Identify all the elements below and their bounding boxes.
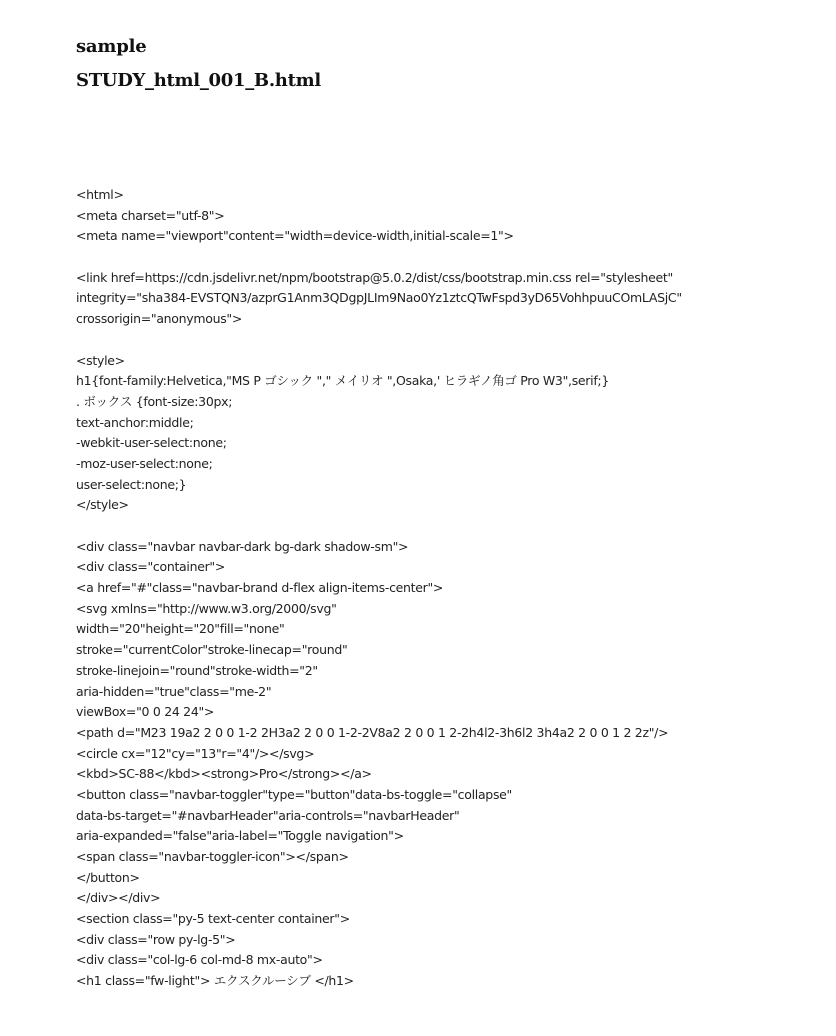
code-listing <box>76 185 796 992</box>
document-header <box>76 36 796 92</box>
code-line: <link href=https://cdn.jsdelivr.net/npm/bootstrap@5.0.2/dist/css/bootstrap.min.css rel="stylesheet" <box>76 269 673 285</box>
blank-line <box>76 516 796 537</box>
code-line: integrity="sha384-EVSTQN3/azprG1Anm3QDgpJLIm9Nao0Yz1ztcQTwFspd3yD65VohhpuuCOmLASjC" <box>76 290 682 306</box>
blank-line <box>76 247 796 268</box>
code-line: <span class="navbar-toggler-icon"></span> <box>76 849 349 864</box>
document-filename: STUDY_html_001_B.html <box>76 70 321 91</box>
code-line: <path d="M23 19a2 2 0 0 1-2 2H3a2 2 0 0 1-2-2V8a2 2 0 0 1 2-2h4l2-3h6l2 3h4a2 2 0 0 1 2 2z"/> <box>76 724 669 740</box>
code-line: width="20"height="20"fill="none" <box>76 621 285 637</box>
code-line: user-select:none;} <box>76 476 187 492</box>
code-line: <button class="navbar-toggler"type="button"data-bs-toggle="collapse" <box>76 786 512 802</box>
code-line: <div class="row py-lg-5"> <box>76 931 236 947</box>
code-line: <html> <box>76 187 124 202</box>
code-line: -moz-user-select:none; <box>76 455 213 471</box>
code-line: <div class="col-lg-6 col-md-8 mx-auto"> <box>76 952 323 968</box>
code-line: <meta name="viewport"content="width=device-width,initial-scale=1"> <box>76 228 514 244</box>
code-line: . ボックス {font-size:30px; <box>76 393 233 409</box>
code-line: </style> <box>76 497 129 513</box>
code-line: <style> <box>76 352 125 368</box>
code-line: <a href="#"class="navbar-brand d-flex align-items-center"> <box>76 580 444 596</box>
code-line: <meta charset="utf-8"> <box>76 207 225 223</box>
code-line: -webkit-user-select:none; <box>76 435 227 451</box>
code-line: crossorigin="anonymous"> <box>76 311 243 327</box>
code-line: </button> <box>76 869 140 885</box>
code-line: <section class="py-5 text-center container"> <box>76 911 350 927</box>
blank-line <box>76 330 796 351</box>
code-line: <h1 class="fw-light"> エクスクルーシブ </h1> <box>76 973 354 989</box>
code-line: </div></div> <box>76 890 161 906</box>
code-line: <div class="container"> <box>76 559 226 575</box>
code-line: <circle cx="12"cy="13"r="4"/></svg> <box>76 745 315 761</box>
code-line: viewBox="0 0 24 24"> <box>76 704 215 720</box>
code-line: data-bs-target="#navbarHeader"aria-controls="navbarHeader" <box>76 807 460 823</box>
code-line: aria-expanded="false"aria-label="Toggle navigation"> <box>76 828 404 844</box>
code-line: <div class="navbar navbar-dark bg-dark shadow-sm"> <box>76 538 409 554</box>
code-line: aria-hidden="true"class="me-2" <box>76 683 272 699</box>
code-line: stroke-linejoin="round"stroke-width="2" <box>76 662 318 678</box>
code-line: stroke="currentColor"stroke-linecap="round" <box>76 642 348 658</box>
document-title: sample <box>76 36 147 57</box>
code-line: <kbd>SC-88</kbd><strong>Pro</strong></a> <box>76 766 372 782</box>
code-line: text-anchor:middle; <box>76 414 194 430</box>
code-line: h1{font-family:Helvetica,"MS P ゴシック "," メイリオ ",Osaka,' ヒラギノ角ゴ Pro W3",serif;} <box>76 373 609 389</box>
code-line: <svg xmlns="http://www.w3.org/2000/svg" <box>76 600 337 616</box>
